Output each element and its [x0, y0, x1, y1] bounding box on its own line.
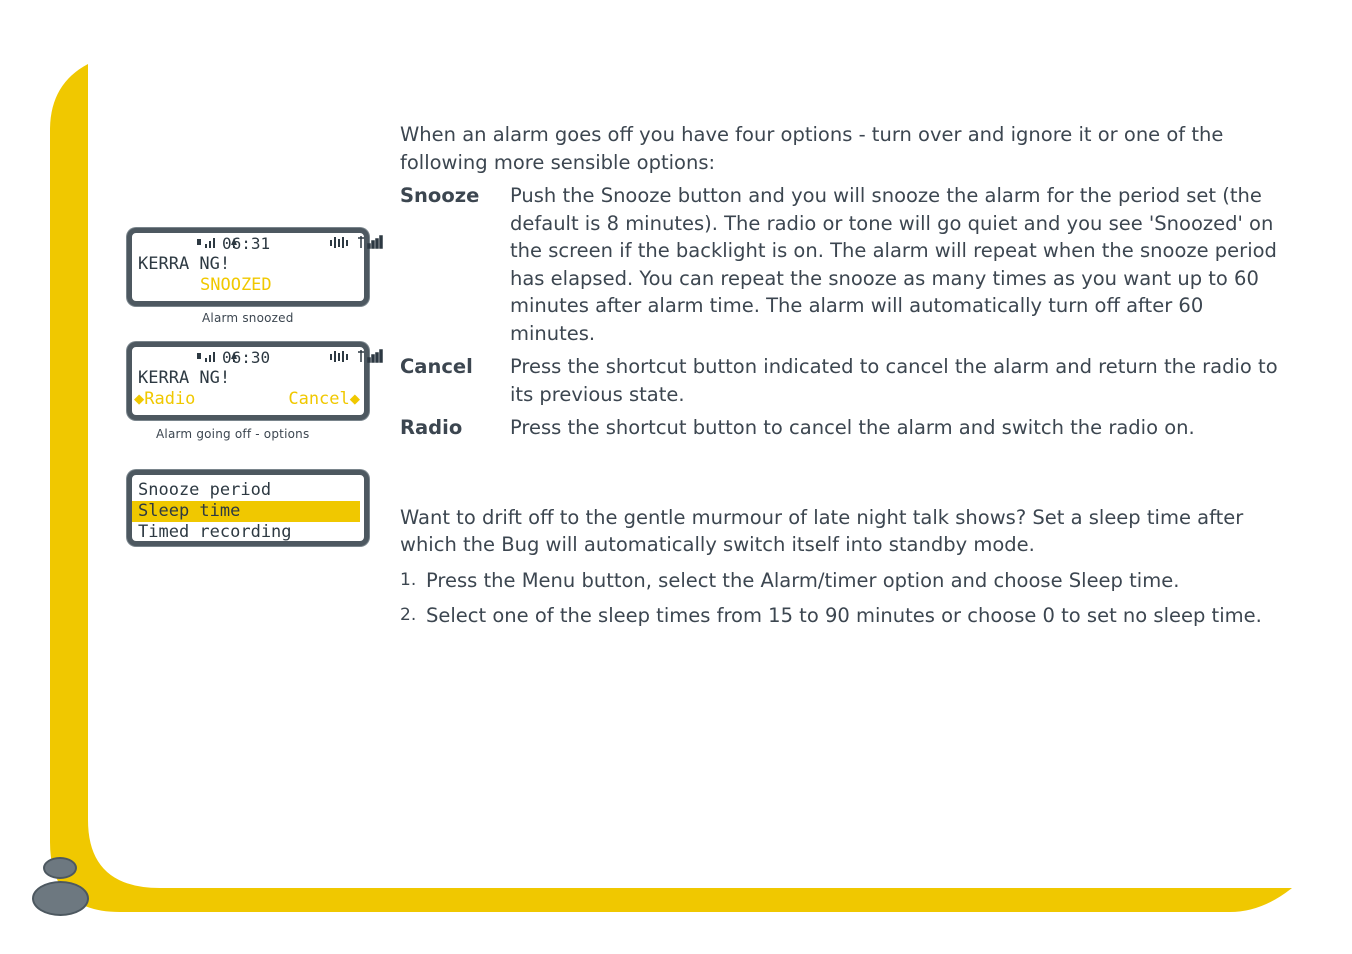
radio-shortcut-label: ◆Radio — [134, 389, 196, 409]
sleep-step — [400, 602, 1280, 630]
step-text: Select one of the sleep times from 15 to 90 minutes or choose 0 to set no sleep time. — [426, 604, 1262, 627]
station-name: KERRA NG! — [138, 254, 231, 274]
step-number: 1. — [400, 569, 417, 590]
lcd-screen-menu — [127, 470, 369, 546]
stereo-icon — [270, 326, 300, 389]
cancel-shortcut-label: Cancel◆ — [288, 389, 360, 409]
page-marker-bottom-oval — [32, 881, 89, 916]
sleep-intro: Want to drift off to the gentle murmour of late night talk shows? Set a sleep time after which the Bug will automatically switch itself into standby mode. — [400, 505, 1244, 556]
station-name: KERRA NG! — [138, 368, 231, 388]
clock-time: 06:30 — [222, 348, 271, 367]
alarm-intro: When an alarm goes off you have four options - turn over and ignore it or one of the following more sensible options: — [400, 123, 1224, 174]
stereo-icon — [270, 212, 300, 275]
main-content — [400, 121, 1280, 630]
option-description: Press the shortcut button to cancel the alarm and switch the radio on. — [510, 416, 1195, 439]
option-description: Push the Snooze button and you will snooze the alarm for the period set (the default is 8 minutes). The radio or tone will go quiet and you see 'Snoozed' on the screen if the backlight is on. The alarm will repeat when the snooze period has elapsed. You can repeat the snooze as many times as you want up to 60 minutes after alarm time. The alarm will automatically turn off after 60 minutes. — [510, 184, 1277, 345]
step-number: 2. — [400, 605, 417, 625]
option-term: Cancel — [400, 355, 473, 378]
lcd-screen-options — [127, 342, 369, 420]
option-term: Snooze — [400, 184, 480, 207]
dab-signal-icon — [300, 212, 386, 275]
lcd-screen-snoozed — [127, 228, 369, 306]
option-radio — [400, 414, 1280, 442]
snoozed-message: SNOOZED — [200, 275, 272, 295]
menu-item-snooze-period: Snooze period — [138, 480, 272, 500]
option-snooze — [400, 182, 1280, 347]
dab-signal-icon — [300, 326, 386, 389]
lcd-status-bar — [132, 347, 364, 368]
lcd-status-bar — [132, 233, 364, 254]
shortcut-options-row — [132, 389, 364, 410]
option-description: Press the shortcut button indicated to cancel the alarm and return the radio to its previous state. — [510, 355, 1278, 406]
option-term: Radio — [400, 416, 463, 439]
clock-time: 06:31 — [222, 234, 271, 253]
step-text: Press the Menu button, select the Alarm/timer option and choose Sleep time. — [426, 568, 1180, 592]
option-cancel — [400, 353, 1280, 408]
caption-alarm-snoozed: Alarm snoozed — [202, 311, 294, 325]
menu-item-timed-recording: Timed recording — [138, 522, 292, 542]
menu-item-sleep-time: Sleep time — [132, 501, 360, 522]
caption-alarm-options: Alarm going off - options — [156, 427, 310, 441]
page-marker-top-oval — [43, 857, 77, 879]
sleep-step — [400, 567, 1280, 595]
